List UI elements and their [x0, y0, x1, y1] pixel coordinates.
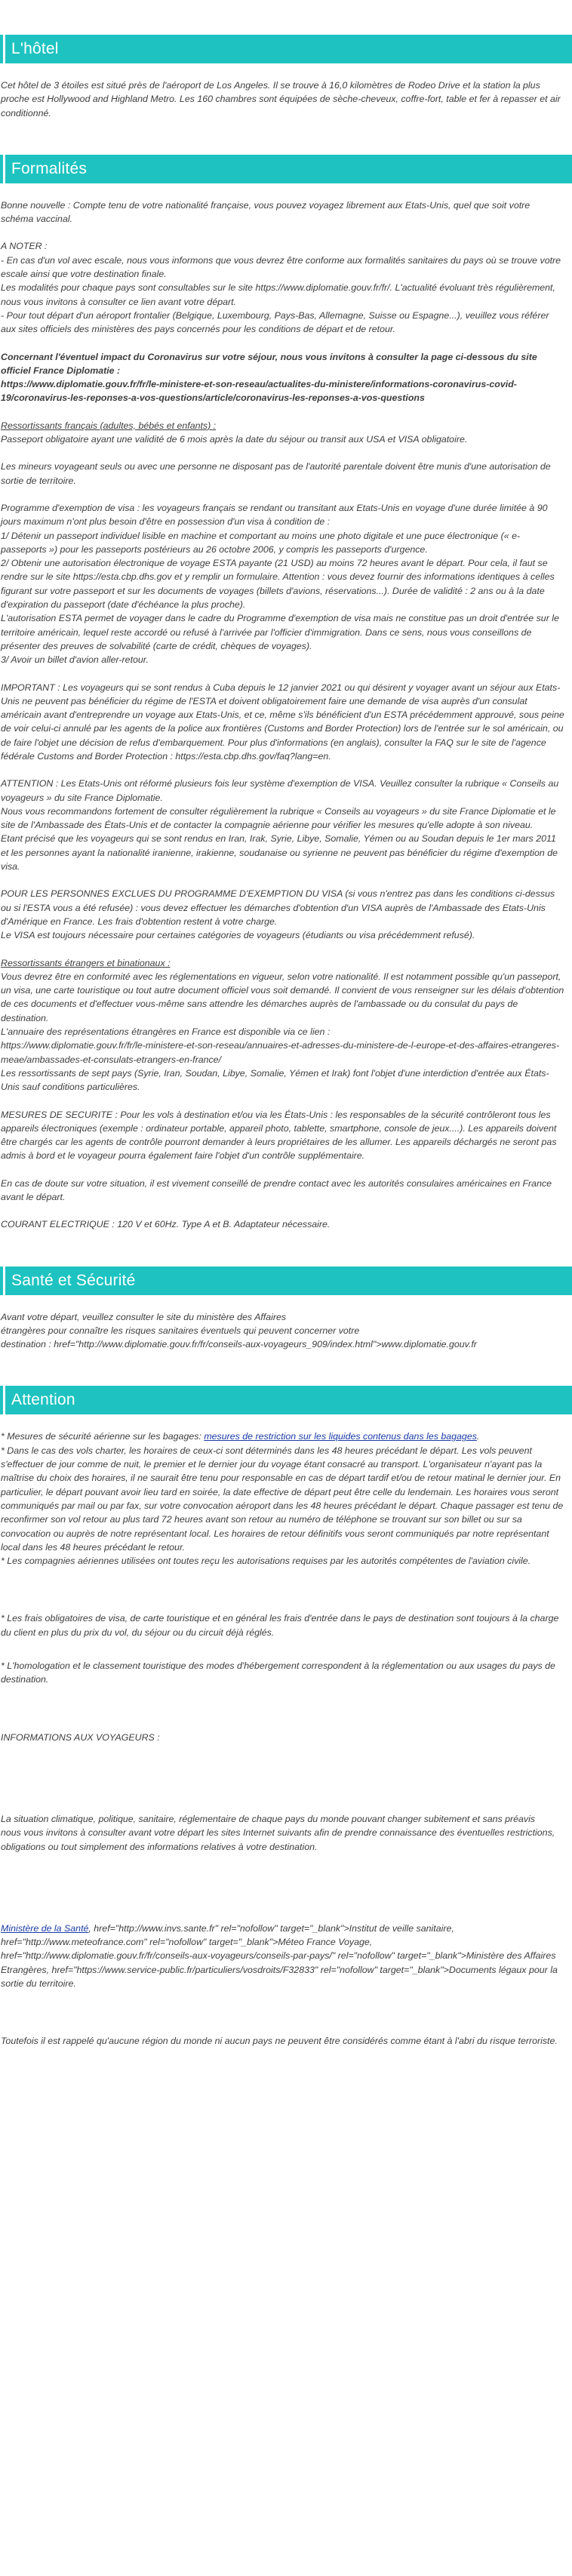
formalites-title: Formalités: [11, 159, 88, 177]
hotel-description: Cet hôtel de 3 étoiles est situé près de l'aéroport de Los Angeles. Il se trouve à 16,0 kilomètres de Rodeo Drive et la station la plus proche est Hollywood and Highland Metro. Les 160 chambres sont équipées de sèche-cheveux, coffre-fort, table et fer à repasser et air conditionné.: [1, 80, 561, 118]
formalites-etrangers-text: Vous devrez être en conformité avec les réglementations en vigueur, selon votre nationalité. Il est notamment possible qu'un passeport, un visa, une carte touristique ou tout autre document officiel vous soit demandé. Il convient de vous renseigner sur les délais d'obtention de ces documents et d'effectuer vous-même sans attendre les démarches auprès de l'ambassade ou du consulat du pays de destination. L'annuaire des représentations étrangères en France est disponible via ce lien : https://www.diplomatie.gouv.fr/fr/le-ministere-et-son-reseau/annuaires-et-adresses-du-ministere-de-l-europe-et-des-affaires-etrangeres-meae/ambassades-et-consulats-etrangers-en-france/ Les ressortissants de sept pays (Syrie, Iran, Soudan, Libye, Somalie, Yémen et Irak) font l'objet d'une interdiction d'entrée aux États-Unis sauf conditions particulières.: [1, 971, 564, 1093]
formalites-header: [0, 155, 572, 183]
attention-bagages-suffix: .: [476, 1431, 480, 1442]
attention-bagages: [1, 1430, 564, 1443]
formalites-vaccination-note: Bonne nouvelle : Compte tenu de votre nationalité française, vous pouvez voyagez librement aux Etats-Unis, quel que soit votre schéma vaccinal.: [1, 199, 530, 225]
attention-frais-visa: * Les frais obligatoires de visa, de carte touristique et en général les frais d'entrée dans le pays de destination sont toujours à la charge du client en plus du prix du vol, du séjour ou du circuit déjà réglés.: [1, 1613, 559, 1638]
bagages-restriction-link[interactable]: mesures de restriction sur les liquides contenus dans les bagages: [204, 1431, 477, 1442]
formalites-exclus-programme: POUR LES PERSONNES EXCLUES DU PROGRAMME D'EXEMPTION DU VISA (si vous n'entrez pas dans les conditions ci-dessus ou si l'ESTA vous a été refusée) : vous devez effectuer les démarches d'obtention d'un VISA auprès de l'Ambassade des Etats-Unis d'Amérique en France. Les frais d'obtention restent à votre charge. Le VISA est toujours nécessaire pour certaines catégories de voyageurs (étudiants ou visa précédemment refusé).: [1, 888, 555, 941]
attention-bagages-prefix: * Mesures de sécurité aérienne sur les bagages:: [1, 1431, 205, 1442]
ministere-sante-link[interactable]: Ministère de la Santé: [1, 1922, 89, 1934]
hotel-body: [0, 78, 572, 120]
hotel-title: L'hôtel: [11, 40, 59, 57]
formalites-courant-electrique: COURANT ELECTRIQUE : 120 V et 60Hz. Type A et B. Adaptateur nécessaire.: [1, 1219, 331, 1230]
formalites-a-noter: A NOTER : - En cas d'un vol avec escale, nous vous informons que vous devrez être conforme aux formalités sanitaires du pays où se trouve votre escale ainsi que votre destination finale. Les modalités pour chaque pays sont consultables sur le site https://www.diplomatie.gouv.fr/fr/. L'actualité évoluant très régulièrement, nous vous invitons à consulter ce lien avant votre départ. - Pour tout départ d'un aéroport frontalier (Belgique, Luxembourg, Pays-Bas, Allemagne, Suisse ou Espagne...), veuillez vous référer aux sites officiels des ministères des pays concernés pour les conditions de départ et de retour.: [1, 241, 561, 335]
formalites-passeport-text: Passeport obligatoire ayant une validité de 6 mois après la date du séjour ou transit aux USA et VISA obligatoire.: [1, 434, 468, 445]
sante-header: [0, 1266, 572, 1295]
formalites-etrangers: [1, 956, 564, 1094]
formalites-attention-visa: ATTENTION : Les Etats-Unis ont réformé plusieurs fois leur système d'exemption de VISA. Veuillez consulter la rubrique « Conseils au voyageurs » du site France Diplomatie. Nous vous recommandons fortement de consulter régulièrement la rubrique « Conseils au voyageurs » du site France Diplomatie et le site de l'Ambassade des États-Unis et de contacter la compagnie aérienne pour vérifier les mesures qu'elle adopte à son niveau. Etant précisé que les voyageurs qui se sont rendus en Iran, Irak, Syrie, Libye, Somalie, Yémen ou au Soudan depuis le 1er mars 2011 et les personnes ayant la nationalité iranienne, irakienne, soudanaise ou syrienne ne peuvent pas bénéficier du régime d'exemption de visa.: [1, 778, 559, 873]
hotel-header: [0, 35, 572, 63]
attention-header: [0, 1386, 572, 1414]
attention-situation: La situation climatique, politique, sanitaire, réglementaire de chaque pays du monde pouvant changer subitement et sans préavis nous vous invitons à consulter avant votre départ les sites Internet suivants afin de prendre connaissance des éventuelles restrictions, obligations ou tout simplement des informations relatives à votre destination.: [1, 1813, 555, 1852]
formalites-mesures-securite: MESURES DE SECURITE : Pour les vols à destination et/ou via les États-Unis : les responsables de la sécurité contrôleront tous les appareils électroniques (exemple : ordinateur portable, appareil photo, tablette, smartphone, console de jeux....). Les appareils doivent être chargés car les agents de contrôle pourront demander à leurs propriétaires de les allumer. Les appareils déchargés ne seront pas admis à bord et le voyageur pourra également faire l'objet d'un contrôle supplémentaire.: [1, 1109, 557, 1162]
formalites-doute: En cas de doute sur votre situation, il est vivement conseillé de prendre contact avec les autorités consulaires américaines en France avant le départ.: [1, 1177, 552, 1202]
formalites-etrangers-title: Ressortissants étrangers et binationaux :: [1, 957, 171, 968]
formalites-ressortissants-francais: [1, 419, 564, 447]
formalites-section: [0, 155, 572, 1232]
page: [0, 35, 572, 2071]
attention-liens-text: , href="http://www.invs.sante.fr" rel="nofollow" target="_blank">Institut de veille sanitaire, href="http://www.meteofrance.com" rel="nofollow" target="_blank">Méteo France Voyage, href="http://www.diplomatie.gouv.fr/fr/conseils-aux-voyageurs/conseils-par-pays/" rel="nofollow" target="_blank">Ministère des Affaires Etrangères, href="https://www.service-public.fr/particuliers/vosdroits/F32833" rel="nofollow" target="_blank">Documents légaux pour la sortie du territoire.: [1, 1922, 558, 1990]
formalites-ressortissants-francais-title: Ressortissants français (adultes, bébés et enfants) :: [1, 420, 217, 431]
attention-body: [0, 1430, 572, 2048]
attention-info-title: INFORMATIONS AUX VOYAGEURS :: [1, 1731, 160, 1743]
hotel-section: [0, 35, 572, 120]
sante-title: Santé et Sécurité: [11, 1271, 136, 1289]
formalites-important-cuba: IMPORTANT : Les voyageurs qui se sont rendus à Cuba depuis le 12 janvier 2021 ou qui désirent y voyager avant un séjour aux Etats-Unis ne peuvent pas bénéficier du régime de l'ESTA et doivent obligatoirement faire une demande de visa auprès d'un consulat américain avant d'entreprendre un voyage aux Etats-Unis, et ce, même s'ils bénéficient d'un ESTA précédemment approuvé, sous peine de voir celui-ci annulé par les agents de la police aux frontières (Customs and Border Protection) lors de l'entrée sur le sol américain, ou de faire l'objet une décision de refus d'embarquement. Pour plus d'informations (en anglais), consulter la FAQ sur le site de l'agence fédérale Customs and Border Protection : https://esta.cbp.dhs.gov/faq?lang=en.: [1, 682, 564, 762]
attention-liens: [1, 1922, 564, 1990]
formalites-mineurs: Les mineurs voyageant seuls ou avec une personne ne disposant pas de l'autorité parentale doivent être munis d'une autorisation de sortie de territoire.: [1, 461, 551, 486]
sante-body: [0, 1310, 572, 1352]
attention-vols-charter: * Dans le cas des vols charter, les horaires de ceux-ci sont déterminés dans les 48 heures précédant le départ. Les vols peuvent s'effectuer de jour comme de nuit, le premier et le dernier jour du voyage étant consacré au transport. L'organisateur n'ayant pas la maîtrise du choix des horaires, il ne saurait être tenu pour responsable en cas de départ tardif et/ou de retour matinal le dernier jour. En particulier, le départ pouvant avoir lieu tard en soirée, la date effective de départ peut être celle du lendemain. Les horaires vous seront communiqués par mail ou par fax, sur votre convocation aéroport dans les 48 heures précédant le départ. Chaque passager est tenu de reconfirmer son vol retour au plus tard 72 heures avant son retour au numéro de téléphone se trouvant sur son billet ou sur sa convocation ou auprès de notre représentant local. Les horaires de retour définitifs vous seront communiqués par notre représentant local dans les 48 heures précédant le retour. * Les compagnies aériennes utilisées ont toutes reçu les autorisations requises par les autorités compétentes de l'aviation civile.: [1, 1445, 564, 1567]
attention-homologation: * L'homologation et le classement touristique des modes d'hébergement correspondent à la réglementation ou aux usages du pays de destination.: [1, 1660, 555, 1685]
attention-terrorisme: Toutefois il est rappelé qu'aucune région du monde ni aucun pays ne peuvent être considérés comme étant à l'abri du risque terroriste.: [1, 2036, 558, 2047]
formalites-exemption-visa: Programme d'exemption de visa : les voyageurs français se rendant ou transitant aux Etats-Unis en voyage d'une durée limitée à 90 jours maximum n'ont plus besoin d'être en possession d'un visa à condition de : 1/ Détenir un passeport individuel lisible en machine et comportant au moins une photo digitale et une puce électronique (« e-passeports ») pour les passeports postérieurs au 26 octobre 2006, y compris les passeports d'urgence. 2/ Obtenir une autorisation électronique de voyage ESTA payante (21 USD) au moins 72 heures avant le départ. Pour cela, il faut se rendre sur le site https://esta.cbp.dhs.gov et y remplir un formulaire. Attention : vous devez fournir des informations identiques à celles figurant sur votre passeport et sur les documents de voyages (billets d'avions, réservations...). Durée de validité : 2 ans ou à la date d'expiration du passeport (date d'échéance la plus proche). L'autorisation ESTA permet de voyager dans le cadre du Programme d'exemption de visa mais ne constitue pas un droit d'entrée sur le territoire américain, lequel reste accordé ou refusé à l'arrivée par l'officier d'immigration. Dans ce sens, nous vous conseillons de présenter des preuves de solvabilité (carte de crédit, chèques de voyages). 3/ Avoir un billet d'avion aller-retour.: [1, 502, 559, 666]
formalites-coronavirus-note: Concernant l'éventuel impact du Coronavirus sur votre séjour, nous vous invitons à consulter la page ci-dessous du site officiel France Diplomatie : https://www.diplomatie.gouv.fr/fr/le-ministere-et-son-reseau/actualites-du-ministere/informations-coronavirus-covid-19/coronavirus-les-reponses-a-vos-questions/article/coronavirus-les-reponses-a-vos-questions: [1, 351, 537, 404]
sante-text: Avant votre départ, veuillez consulter le site du ministère des Affaires étrangères pour connaître les risques sanitaires éventuels qui peuvent concerner votre destination : href="http://www.diplomatie.gouv.fr/fr/conseils-aux-voyageurs_909/index.html">www.diplomatie.gouv.fr: [1, 1311, 477, 1350]
sante-section: [0, 1266, 572, 1352]
attention-section: [0, 1386, 572, 2048]
formalites-body: [0, 199, 572, 1232]
attention-title: Attention: [11, 1391, 75, 1409]
